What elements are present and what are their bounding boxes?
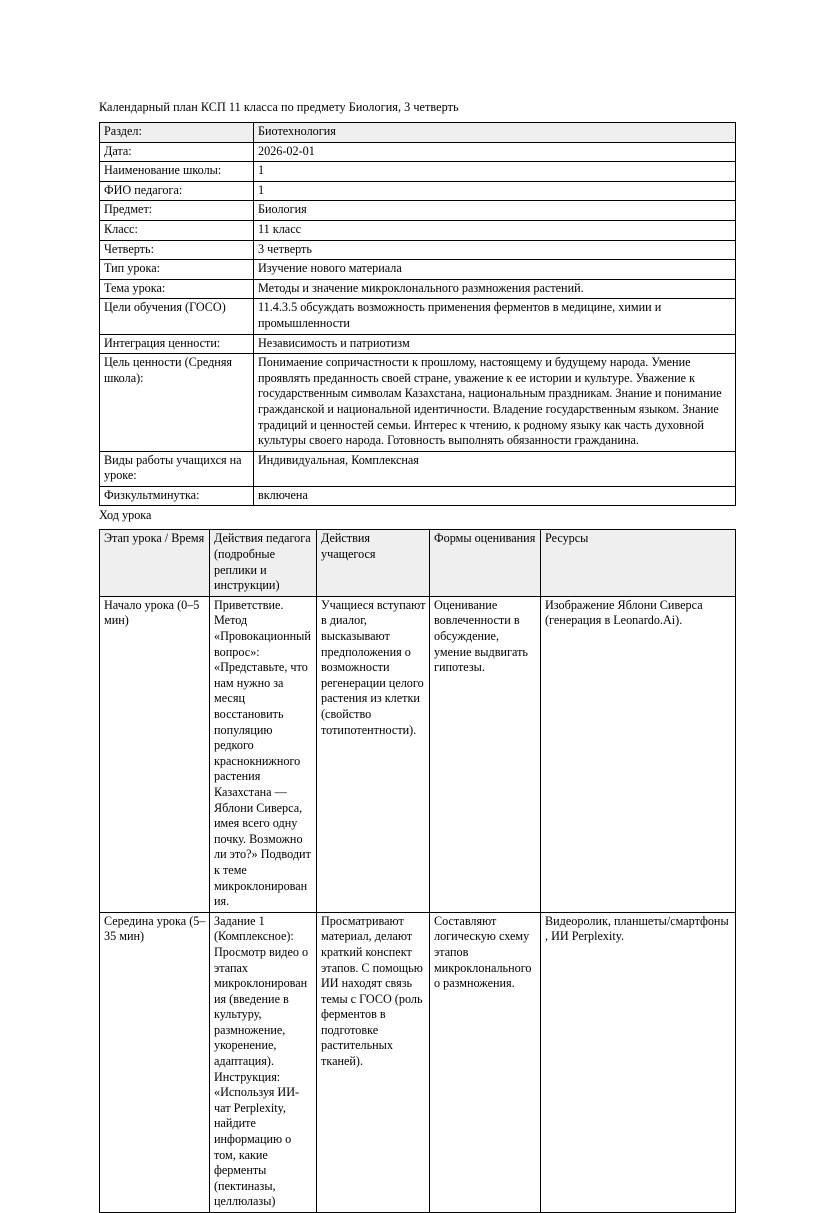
info-row-value: Понимаение сопричастности к прошлому, настоящему и будущему народа. Умение проявлять преданность своей стране, уважение к ее истории и культуре. Уважение к государственным символам Казахстана, национальным праздникам. Знание и понимание гражданской и национальной идентичности. Владение государственным языком. Знание традиций и ценностей семьи. Интерес к чтению, к родному языку как часть духовной культуры своего народа. Готовность выполнять обязанности гражданина. bbox=[254, 354, 736, 452]
info-row-label: Дата: bbox=[100, 142, 254, 162]
section-caption-lesson-flow: Ход урока bbox=[99, 508, 152, 523]
info-row-label: Виды работы учащихся на уроке: bbox=[100, 451, 254, 486]
table-row bbox=[100, 162, 736, 182]
table-row bbox=[100, 299, 736, 334]
table-row bbox=[100, 240, 736, 260]
info-row-label: Предмет: bbox=[100, 201, 254, 221]
page-title: Календарный план КСП 11 класса по предмету Биология, 3 четверть bbox=[99, 100, 459, 114]
info-row-value: Индивидуальная, Комплексная bbox=[254, 451, 736, 486]
lesson-flow-table bbox=[99, 529, 736, 1213]
info-row-value: 11 класс bbox=[254, 220, 736, 240]
info-row-label: ФИО педагога: bbox=[100, 181, 254, 201]
table-row bbox=[100, 596, 736, 912]
table-row bbox=[100, 334, 736, 354]
table-row bbox=[100, 142, 736, 162]
student-actions-cell: Учащиеся вступают в диалог, высказывают предположения о возможности регенерации целого растения из клетки (свойство тотипотентности). bbox=[317, 596, 430, 912]
lesson-table-header bbox=[100, 530, 736, 596]
info-table-body bbox=[100, 123, 736, 506]
teacher-actions-cell: Задание 1 (Комплексное): Просмотр видео о этапах микроклонирования (введение в культуру, размножение, укоренение, адаптация). Инструкция: «Используя ИИ-чат Perplexity, найдите информацию о том, какие ферменты (пектиназы, целлюлазы) bbox=[210, 912, 317, 1212]
lesson-table-body bbox=[100, 596, 736, 1212]
lesson-stage-cell: Начало урока (0–5 мин) bbox=[100, 596, 210, 912]
info-row-value: Биотехнология bbox=[254, 123, 736, 143]
info-row-label: Цели обучения (ГОСО) bbox=[100, 299, 254, 334]
info-row-value: включена bbox=[254, 486, 736, 506]
table-row bbox=[100, 181, 736, 201]
assessment-forms-cell: Оценивание вовлеченности в обсуждение, умение выдвигать гипотезы. bbox=[430, 596, 541, 912]
table-row bbox=[100, 486, 736, 506]
table-row bbox=[100, 260, 736, 280]
info-row-value: 11.4.3.5 обсуждать возможность применения ферментов в медицине, химии и промышленности bbox=[254, 299, 736, 334]
info-row-value: 1 bbox=[254, 162, 736, 182]
info-row-label: Раздел: bbox=[100, 123, 254, 143]
table-row bbox=[100, 451, 736, 486]
column-header: Действия учащегося bbox=[317, 530, 430, 596]
info-row-label: Цель ценности (Средняя школа): bbox=[100, 354, 254, 452]
table-row bbox=[100, 354, 736, 452]
info-row-label: Наименование школы: bbox=[100, 162, 254, 182]
info-row-value: Биология bbox=[254, 201, 736, 221]
info-row-value: 3 четверть bbox=[254, 240, 736, 260]
info-row-value: 2026-02-01 bbox=[254, 142, 736, 162]
info-row-value: Методы и значение микроклонального размножения растений. bbox=[254, 279, 736, 299]
table-row bbox=[100, 912, 736, 1212]
info-row-value: Независимость и патриотизм bbox=[254, 334, 736, 354]
column-header: Этап урока / Время bbox=[100, 530, 210, 596]
info-row-value: Изучение нового материала bbox=[254, 260, 736, 280]
info-row-label: Физкультминутка: bbox=[100, 486, 254, 506]
lesson-stage-cell: Середина урока (5–35 мин) bbox=[100, 912, 210, 1212]
column-header: Формы оценивания bbox=[430, 530, 541, 596]
column-header: Действия педагога (подробные реплики и инструкции) bbox=[210, 530, 317, 596]
resources-cell: Видеоролик, планшеты/смартфоны , ИИ Perplexity. bbox=[541, 912, 736, 1212]
info-row-label: Интеграция ценности: bbox=[100, 334, 254, 354]
info-row-label: Четверть: bbox=[100, 240, 254, 260]
table-row bbox=[100, 279, 736, 299]
resources-cell: Изображение Яблони Сиверса (генерация в Leonardo.Ai). bbox=[541, 596, 736, 912]
table-row bbox=[100, 123, 736, 143]
student-actions-cell: Просматривают материал, делают краткий конспект этапов. С помощью ИИ находят связь темы с ГОСО (роль ферментов в подготовке растительных тканей). bbox=[317, 912, 430, 1212]
info-row-label: Класс: bbox=[100, 220, 254, 240]
teacher-actions-cell: Приветствие. Метод «Провокационный вопрос»: «Представьте, что нам нужно за месяц восстановить популяцию редкого краснокнижного растения Казахстана — Яблони Сиверса, имея всего одну почку. Возможно ли это?» Подводит к теме микроклонирования. bbox=[210, 596, 317, 912]
info-row-label: Тип урока: bbox=[100, 260, 254, 280]
lesson-info-table bbox=[99, 122, 736, 506]
table-row bbox=[100, 201, 736, 221]
table-header-row bbox=[100, 530, 736, 596]
table-row bbox=[100, 220, 736, 240]
info-row-label: Тема урока: bbox=[100, 279, 254, 299]
info-row-value: 1 bbox=[254, 181, 736, 201]
column-header: Ресурсы bbox=[541, 530, 736, 596]
assessment-forms-cell: Составляют логическую схему этапов микроклонального о размножения. bbox=[430, 912, 541, 1212]
